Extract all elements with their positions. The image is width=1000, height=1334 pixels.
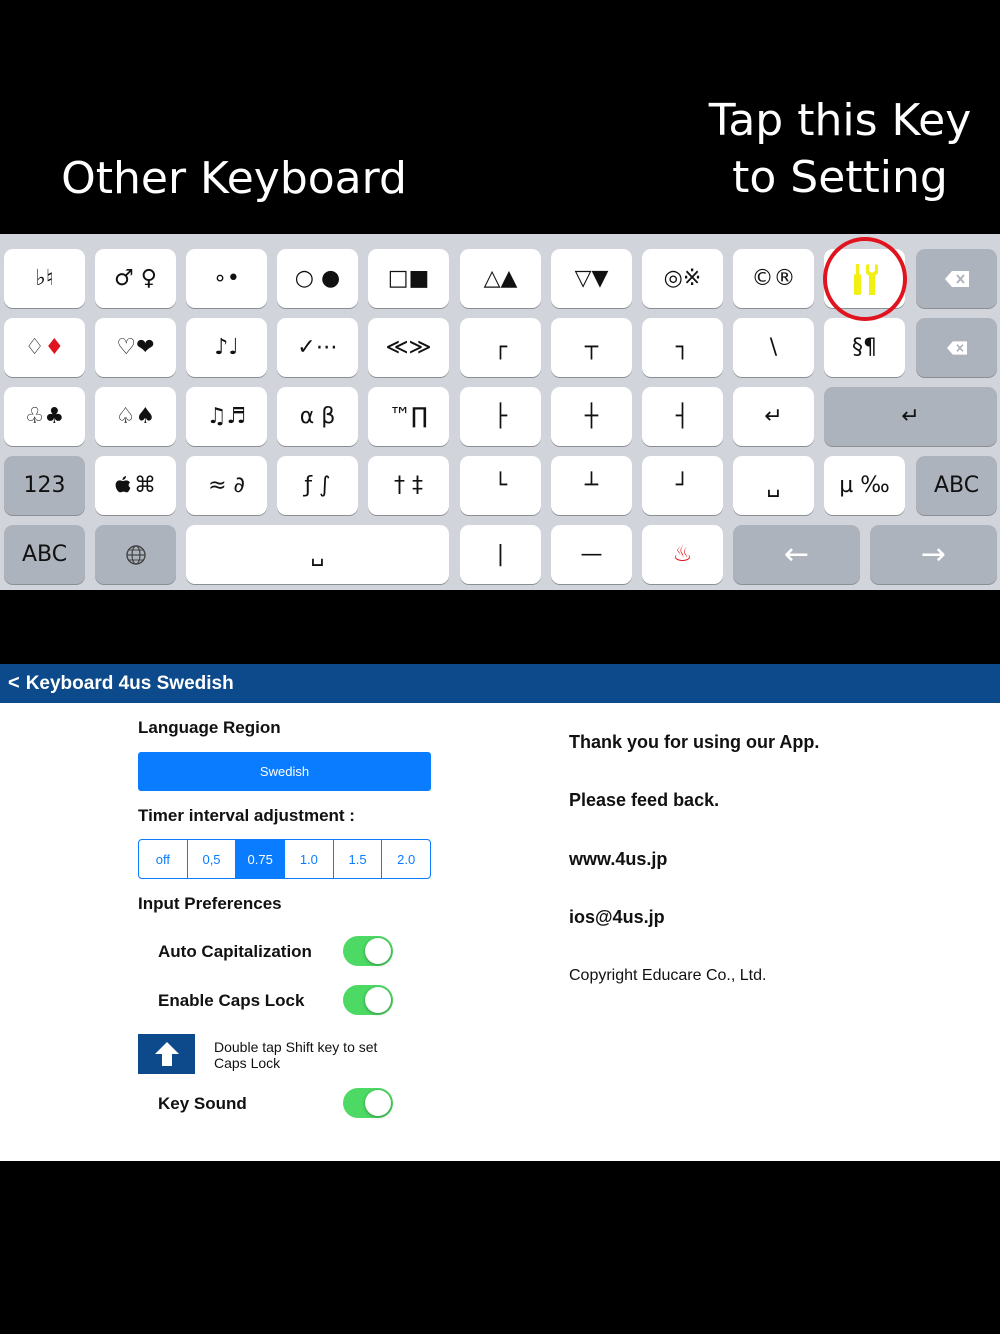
key-micro-permille[interactable]: µ ‰ [824, 456, 905, 515]
key-copyright-registered[interactable]: ©® [733, 249, 814, 308]
cursor-right-key[interactable]: → [870, 525, 997, 584]
key-apple-command[interactable] [95, 456, 176, 515]
language-region-button[interactable]: Swedish [138, 752, 431, 791]
key-open-box[interactable]: ␣ [733, 456, 814, 515]
key-box-right-tee[interactable]: ┤ [642, 387, 723, 446]
key-alpha-beta[interactable]: α β [277, 387, 358, 446]
website-link[interactable]: www.4us.jp [569, 849, 668, 869]
key-trademark-product[interactable]: ™∏ [368, 387, 449, 446]
key-guillemets[interactable]: ≪≫ [368, 318, 449, 377]
abc-key-left[interactable]: ABC [4, 525, 85, 584]
key-sound-label: Key Sound [158, 1094, 247, 1113]
email-link[interactable]: ios@4us.jp [569, 907, 665, 927]
timer-option-0-5[interactable]: 0,5 [188, 840, 237, 878]
timer-option-1-0[interactable]: 1.0 [285, 840, 334, 878]
key-sound-toggle[interactable] [343, 1088, 393, 1118]
key-clubs[interactable]: ♧♣ [4, 387, 85, 446]
key-box-cross[interactable]: ┼ [551, 387, 632, 446]
globe-icon [125, 544, 147, 566]
key-notes[interactable]: ♪♩ [186, 318, 267, 377]
key-box-top-tee[interactable]: ┬ [551, 318, 632, 377]
key-flat-natural[interactable]: ♭♮ [4, 249, 85, 308]
caps-lock-toggle[interactable] [343, 985, 393, 1015]
key-diamonds[interactable] [4, 318, 85, 377]
key-approx-partial[interactable]: ≈ ∂ [186, 456, 267, 515]
key-check-ellipsis[interactable]: ✓⋯ [277, 318, 358, 377]
delete-key[interactable] [916, 249, 997, 308]
key-bullseye-reference[interactable]: ◎※ [642, 249, 723, 308]
settings-panel [0, 664, 1000, 1161]
timer-interval-label: Timer interval adjustment : [138, 806, 355, 825]
key-small-dots[interactable]: ∘• [186, 249, 267, 308]
key-daggers[interactable]: † ‡ [368, 456, 449, 515]
command-symbol: ⌘ [134, 473, 156, 498]
key-hearts[interactable]: ♡❤ [95, 318, 176, 377]
nav-title: Keyboard 4us Swedish [25, 672, 234, 694]
return-key[interactable]: ↵ [824, 387, 997, 446]
key-squares[interactable]: □■ [368, 249, 449, 308]
key-hot-springs[interactable] [642, 525, 723, 584]
shift-note: Double tap Shift key to set Caps Lock [214, 1039, 378, 1071]
nav-bar [0, 664, 1000, 703]
auto-capitalization-label: Auto Capitalization [158, 942, 312, 961]
space-key[interactable]: ␣ [186, 525, 449, 584]
timer-option-2-0[interactable]: 2.0 [397, 851, 416, 867]
feedback-text: Please feed back. [569, 790, 720, 810]
delete-icon [945, 271, 969, 287]
input-preferences-label: Input Preferences [138, 894, 282, 913]
key-section-pilcrow[interactable]: §¶ [824, 318, 905, 377]
abc-key-right[interactable]: ABC [916, 456, 997, 515]
cursor-left-key[interactable]: ← [733, 525, 860, 584]
key-backslash[interactable]: \ [733, 318, 814, 377]
delete-key-2[interactable] [916, 318, 997, 377]
caption-other-keyboard: Other Keyboard [61, 153, 407, 204]
highlight-circle [823, 237, 907, 321]
key-triangles-down[interactable]: ▽▼ [551, 249, 632, 308]
shift-arrow-icon [154, 1041, 180, 1067]
timer-option-off[interactable]: off [139, 840, 188, 878]
key-box-bottom-left[interactable]: └ [460, 456, 541, 515]
caps-lock-label: Enable Caps Lock [158, 991, 305, 1010]
timer-option-0-75[interactable]: 0.75 [236, 840, 285, 878]
key-triangles-up[interactable]: △▲ [460, 249, 541, 308]
back-button[interactable]: < [8, 672, 20, 694]
apple-icon [115, 476, 131, 495]
copyright-text: Copyright Educare Co., Ltd. [569, 967, 767, 984]
thanks-text: Thank you for using our App. [569, 732, 820, 752]
shift-key-illustration [138, 1034, 195, 1074]
key-vertical-bar[interactable]: | [460, 525, 541, 584]
language-region-label: Language Region [138, 718, 281, 737]
globe-key[interactable] [95, 525, 176, 584]
auto-capitalization-toggle[interactable] [343, 936, 393, 966]
numbers-key[interactable]: 123 [4, 456, 85, 515]
key-function-integral[interactable]: ƒ ∫ [277, 456, 358, 515]
key-em-dash[interactable]: — [551, 525, 632, 584]
timer-option-1-5[interactable]: 1.5 [334, 840, 383, 878]
key-diamond-filled: ♦ [44, 335, 65, 360]
key-box-top-left[interactable]: ┌ [460, 318, 541, 377]
key-box-top-right[interactable]: ┐ [642, 318, 723, 377]
key-return-symbol[interactable]: ↵ [733, 387, 814, 446]
key-beamed-notes[interactable]: ♫♬ [186, 387, 267, 446]
hot-springs-icon: ♨ [672, 542, 693, 567]
key-box-left-tee[interactable]: ├ [460, 387, 541, 446]
key-spades[interactable]: ♤♠ [95, 387, 176, 446]
key-box-bottom-right[interactable]: ┘ [642, 456, 723, 515]
caption-line-2: to Setting [732, 152, 948, 204]
key-circles[interactable]: ○ ● [277, 249, 358, 308]
caption-line-1: Tap this Key [708, 95, 972, 146]
key-diamond-outline: ♢ [24, 335, 45, 360]
key-box-bottom-tee[interactable]: ┴ [551, 456, 632, 515]
caption-tap-this-key [690, 92, 990, 206]
key-male-female[interactable]: ♂ ♀ [95, 249, 176, 308]
timer-interval-segmented [138, 839, 431, 879]
delete-icon [947, 341, 967, 355]
